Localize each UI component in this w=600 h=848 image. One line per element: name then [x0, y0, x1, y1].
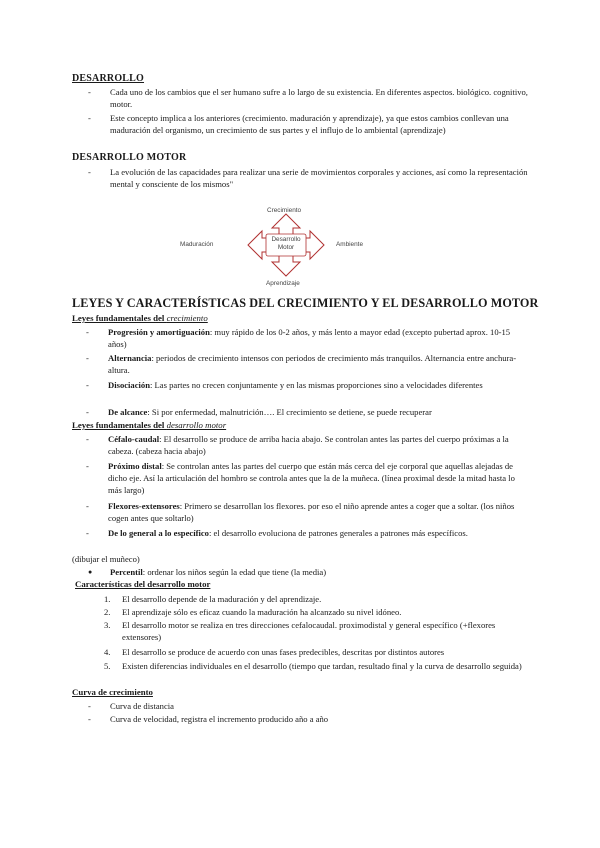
law-term: Céfalo-caudal [108, 434, 160, 444]
leyes-title: LEYES Y CARACTERÍSTICAS DEL CRECIMIENTO Y EL DESARROLLO MOTOR [72, 296, 539, 310]
dash-marker: - [88, 701, 91, 711]
law-term: Flexores-extensores [108, 501, 180, 511]
law-term: De alcance [108, 407, 148, 417]
caracteristica-4-text: El desarrollo se produce de acuerdo con unas fases predecibles, descritas por distintos autores [122, 647, 445, 657]
crecimiento-law-4 [86, 406, 526, 418]
diagram-label-top: Crecimiento [267, 207, 302, 214]
law-text: : El desarrollo se produce de arriba hacia abajo. Se controlan antes las partes del cuerpo próximas a la cabeza. (cabeza hacia abajo) [108, 434, 509, 457]
curva-item-1-text: Curva de distancia [110, 701, 174, 711]
desarrollo-motor-item-1-text: La evolución de las capacidades para realizar una serie de movimientos corporales y acciones, así como la representación mental y consciente de los mismos" [110, 167, 528, 190]
caracteristica-3 [104, 619, 528, 643]
desarrollo-item-1 [88, 86, 528, 110]
desarrollo-law-1 [86, 433, 526, 457]
percentil-item [88, 566, 528, 578]
dash-marker: - [88, 87, 91, 97]
caracteristica-5 [104, 660, 528, 672]
curva-item-2-text: Curva de velocidad, registra el incremento producido año a año [110, 714, 329, 724]
leyes-desarrollo-italic: desarrollo motor [166, 420, 227, 430]
dibujar-note: (dibujar el muñeco) [72, 554, 140, 564]
desarrollo-item-1-text: Cada uno de los cambios que el ser humano sufre a lo largo de su existencia. En diferentes aspectos. biológico. cognitivo, motor. [110, 87, 528, 110]
desarrollo-heading: DESARROLLO [72, 73, 145, 84]
dash-marker: - [88, 113, 91, 123]
crecimiento-law-3 [86, 379, 526, 391]
percentil-text: : ordenar los niños según la edad que tiene (la media) [142, 567, 327, 577]
diagram-label-bottom: Aprendizaje [266, 280, 300, 287]
law-term: Disociación [108, 380, 151, 390]
diagram-center-line1: Desarrollo [271, 236, 301, 243]
leyes-crecimiento-prefix: Leyes fundamentales del [72, 313, 167, 323]
desarrollo-law-4 [86, 527, 526, 539]
law-text: : Se controlan antes las partes del cuerpo que están más cerca del eje corporal que aquellas alejadas de dicho eje. Así la articulación del hombro se controla antes que la de la muñeca. (línea proximal desde la mitad hasta lo más largo) [108, 461, 515, 496]
dash-marker: - [86, 407, 89, 417]
number-marker: 2. [104, 607, 111, 617]
law-term: Próximo distal [108, 461, 162, 471]
dash-marker: - [86, 528, 89, 538]
dash-marker: - [86, 434, 89, 444]
law-text: : el desarrollo evoluciona de patrones generales a patrones más específicos. [208, 528, 468, 538]
dash-marker: - [86, 353, 89, 363]
caracteristica-3-text: El desarrollo motor se realiza en tres direcciones cefalocaudal. proximodistal y general específico (+flexores extensores) [122, 620, 496, 643]
law-text: : Las partes no crecen conjuntamente y en las mismas proporciones sino a velocidades diferentes [150, 380, 483, 390]
crecimiento-law-2 [86, 352, 526, 376]
number-marker: 5. [104, 661, 111, 671]
law-term: Progresión y amortiguación [108, 327, 210, 337]
leyes-desarrollo-heading [72, 420, 226, 430]
caracteristica-1-text: El desarrollo depende de la maduración y del aprendizaje. [122, 594, 322, 604]
dash-marker: - [86, 461, 89, 471]
percentil-term: Percentil [110, 567, 143, 577]
bullet-marker: ● [88, 568, 93, 576]
caracteristica-2-text: El aprendizaje sólo es eficaz cuando la maduración ha alcanzado su nivel idóneo. [122, 607, 402, 617]
curva-item-2 [88, 713, 528, 725]
caracteristica-2 [104, 606, 528, 618]
desarrollo-item-2 [88, 112, 528, 136]
desarrollo-item-2-text: Este concepto implica a los anteriores (crecimiento. maduración y aprendizaje), ya que estos cambios conllevan una maduración del organismo, un crecimiento de sus partes y el influjo de lo ambiental (aprendizaje) [110, 113, 509, 136]
law-text: : Si por enfermedad, malnutrición…. El crecimiento se detiene, se puede recuperar [147, 407, 432, 417]
caracteristica-4 [104, 646, 528, 658]
dash-marker: - [86, 380, 89, 390]
caracteristica-5-text: Existen diferencias individuales en el desarrollo (tiempo que tardan, resultado final y la curva de desarrollo seguida) [122, 661, 522, 671]
curva-heading: Curva de crecimiento [72, 687, 153, 697]
leyes-crecimiento-italic: crecimiento [166, 313, 208, 323]
desarrollo-law-2 [86, 460, 526, 497]
dash-marker: - [88, 167, 91, 177]
dash-marker: - [88, 714, 91, 724]
law-term: Alternancia [108, 353, 152, 363]
law-text: : Primero se desarrollan los flexores. por eso el niño aprende antes a coger que a soltar. (los niños cogen antes que soltarlo) [108, 501, 515, 524]
diagram-label-left: Maduración [180, 241, 214, 248]
law-term: De lo general a lo específico [108, 528, 209, 538]
leyes-crecimiento-heading [72, 313, 208, 323]
leyes-desarrollo-prefix: Leyes fundamentales del [72, 420, 167, 430]
dash-marker: - [86, 327, 89, 337]
desarrollo-law-3 [86, 500, 526, 524]
desarrollo-motor-diagram [176, 204, 396, 294]
crecimiento-law-1 [86, 326, 526, 350]
diagram-label-right: Ambiente [336, 241, 363, 248]
curva-item-1 [88, 700, 528, 712]
desarrollo-motor-heading: DESARROLLO MOTOR [72, 152, 187, 163]
caracteristica-1 [104, 593, 528, 605]
law-text: : muy rápido de los 0-2 años, y más lento a mayor edad (excepto pubertad aprox. 10-15 años) [108, 327, 511, 350]
law-text: : periodos de crecimiento intensos con periodos de crecimiento más tranquilos. Alternancia entre anchura-altura. [108, 353, 517, 376]
caracteristicas-heading: Características del desarrollo motor [75, 579, 211, 589]
diagram-center-line2: Motor [277, 244, 295, 251]
number-marker: 1. [104, 594, 111, 604]
desarrollo-motor-item-1 [88, 166, 528, 190]
number-marker: 4. [104, 647, 111, 657]
dash-marker: - [86, 501, 89, 511]
number-marker: 3. [104, 620, 111, 630]
